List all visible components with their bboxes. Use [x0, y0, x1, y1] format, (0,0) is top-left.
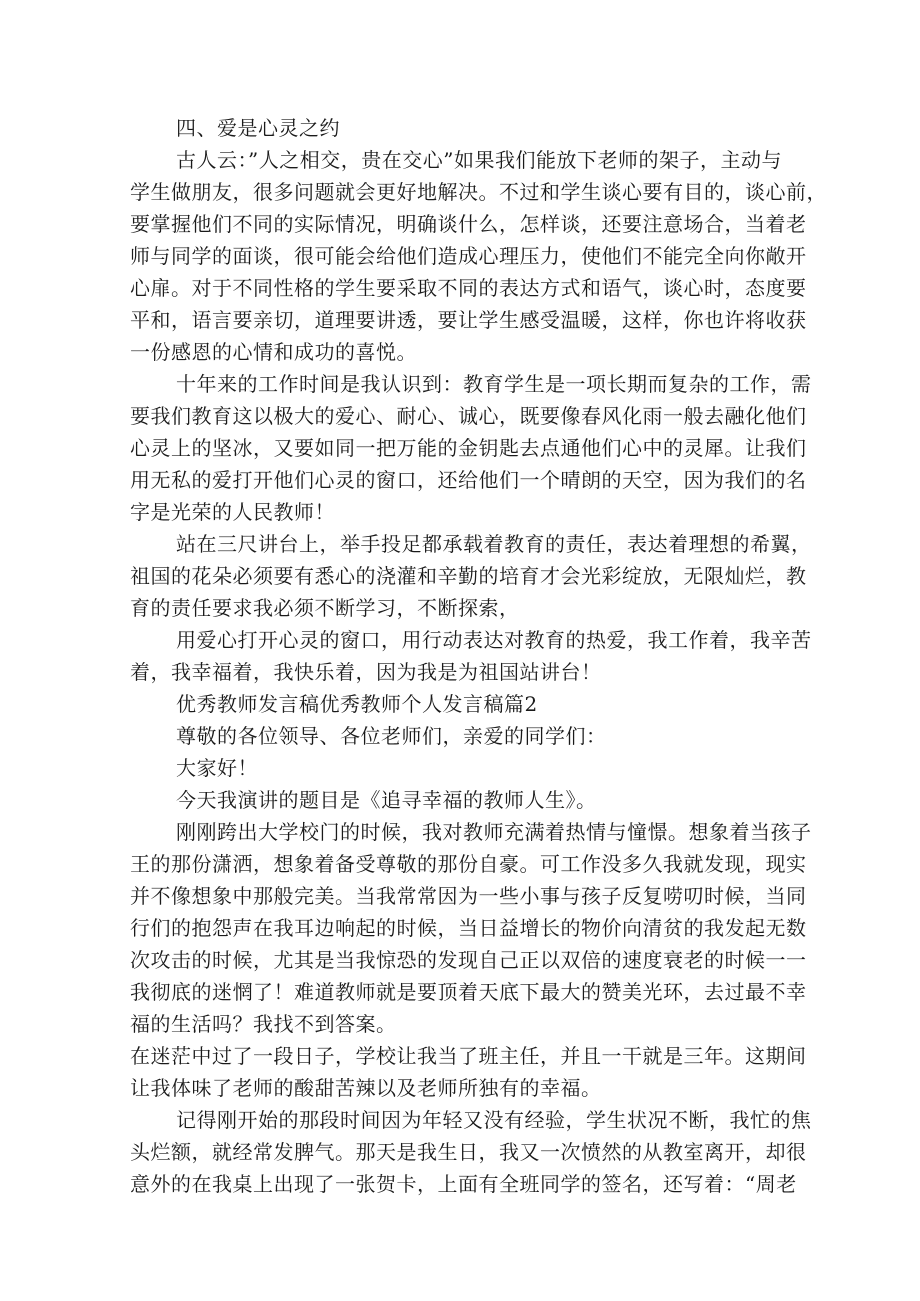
text-line: 心扉。对于不同性格的学生要采取不同的表达方式和语气，谈心时，态度要	[130, 276, 807, 300]
text-line: 学生做朋友，很多问题就会更好地解决。不过和学生谈心要有目的，谈心前，	[130, 180, 827, 204]
text-line: 王的那份潇洒，想象着备受尊敬的那份自豪。可工作没多久我就发现，现实	[130, 852, 807, 876]
greeting-line: 尊敬的各位领导、各位老师们，亲爱的同学们：	[176, 724, 607, 748]
text-line: 要掌握他们不同的实际情况，明确谈什么，怎样谈，还要注意场合，当着老	[130, 212, 807, 236]
text-line: 字是光荣的人民教师！	[130, 500, 335, 524]
text-line: 一份感恩的心情和成功的喜悦。	[130, 340, 417, 364]
section-heading: 四、爱是心灵之约	[176, 116, 340, 140]
text-line: 用爱心打开心灵的窗口，用行动表达对教育的热爱，我工作着，我辛苦	[176, 628, 812, 652]
text-line: 福的生活吗？我找不到答案。	[130, 1012, 397, 1036]
text-line: 古人云：”人之相交，贵在交心”如果我们能放下老师的架子，主动与	[176, 148, 782, 172]
text-line: 站在三尺讲台上，举手投足都承载着教育的责任，表达着理想的希翼，	[176, 532, 812, 556]
text-line: 行们的抱怨声在我耳边响起的时候，当日益增长的物价向清贫的我发起无数	[130, 916, 807, 940]
text-line: 育的责任要求我必须不断学习，不断探索，	[130, 596, 520, 620]
text-line: 要我们教育这以极大的爱心、耐心、诚心，既要像春风化雨一般去融化他们	[130, 404, 807, 428]
text-line: 着，我幸福着，我快乐着，因为我是为祖国站讲台！	[130, 660, 602, 684]
text-line: 让我体味了老师的酸甜苦辣以及老师所独有的幸福。	[130, 1076, 602, 1100]
greeting-line: 大家好！	[176, 756, 258, 780]
text-line: 刚刚跨出大学校门的时候，我对教师充满着热情与憧憬。想象着当孩子	[176, 820, 812, 844]
text-line: 祖国的花朵必须要有悉心的浇灌和辛勤的培育才会光彩绽放，无限灿烂，教	[130, 564, 807, 588]
text-line: 平和，语言要亲切，道理要讲透，要让学生感受温暖，这样，你也许将收获	[130, 308, 807, 332]
text-line: 用无私的爱打开他们心灵的窗口，还给他们一个晴朗的天空，因为我们的名	[130, 468, 807, 492]
text-line: 今天我演讲的题目是《追寻幸福的教师人生》。	[176, 788, 597, 812]
text-line: 头烂额，就经常发脾气。那天是我生日，我又一次愤然的从教室离开，却很	[130, 1140, 807, 1164]
text-line: 记得刚开始的那段时间因为年轻又没有经验，学生状况不断，我忙的焦	[176, 1108, 812, 1132]
text-line: 师与同学的面谈，很可能会给他们造成心理压力，使他们不能完全向你敞开	[130, 244, 807, 268]
text-line: 我彻底的迷惘了！难道教师就是要顶着天底下最大的赞美光环，去过最不幸	[130, 980, 807, 1004]
article-title: 优秀教师发言稿优秀教师个人发言稿篇2	[176, 692, 538, 716]
text-line: 十年来的工作时间是我认识到：教育学生是一项长期而复杂的工作，需	[176, 372, 812, 396]
text-line: 次攻击的时候，尤其是当我惊恐的发现自己正以双倍的速度衰老的时候一一	[130, 948, 807, 972]
text-line: 并不像想象中那般完美。当我常常因为一些小事与孩子反复唠叨时候，当同	[130, 884, 807, 908]
text-line: 心灵上的坚冰，又要如同一把万能的金钥匙去点通他们心中的灵犀。让我们	[130, 436, 807, 460]
text-line: 在迷茫中过了一段日子，学校让我当了班主任，并且一干就是三年。这期间	[130, 1044, 807, 1068]
text-line: 意外的在我桌上出现了一张贺卡，上面有全班同学的签名，还写着：“周老	[130, 1172, 797, 1196]
